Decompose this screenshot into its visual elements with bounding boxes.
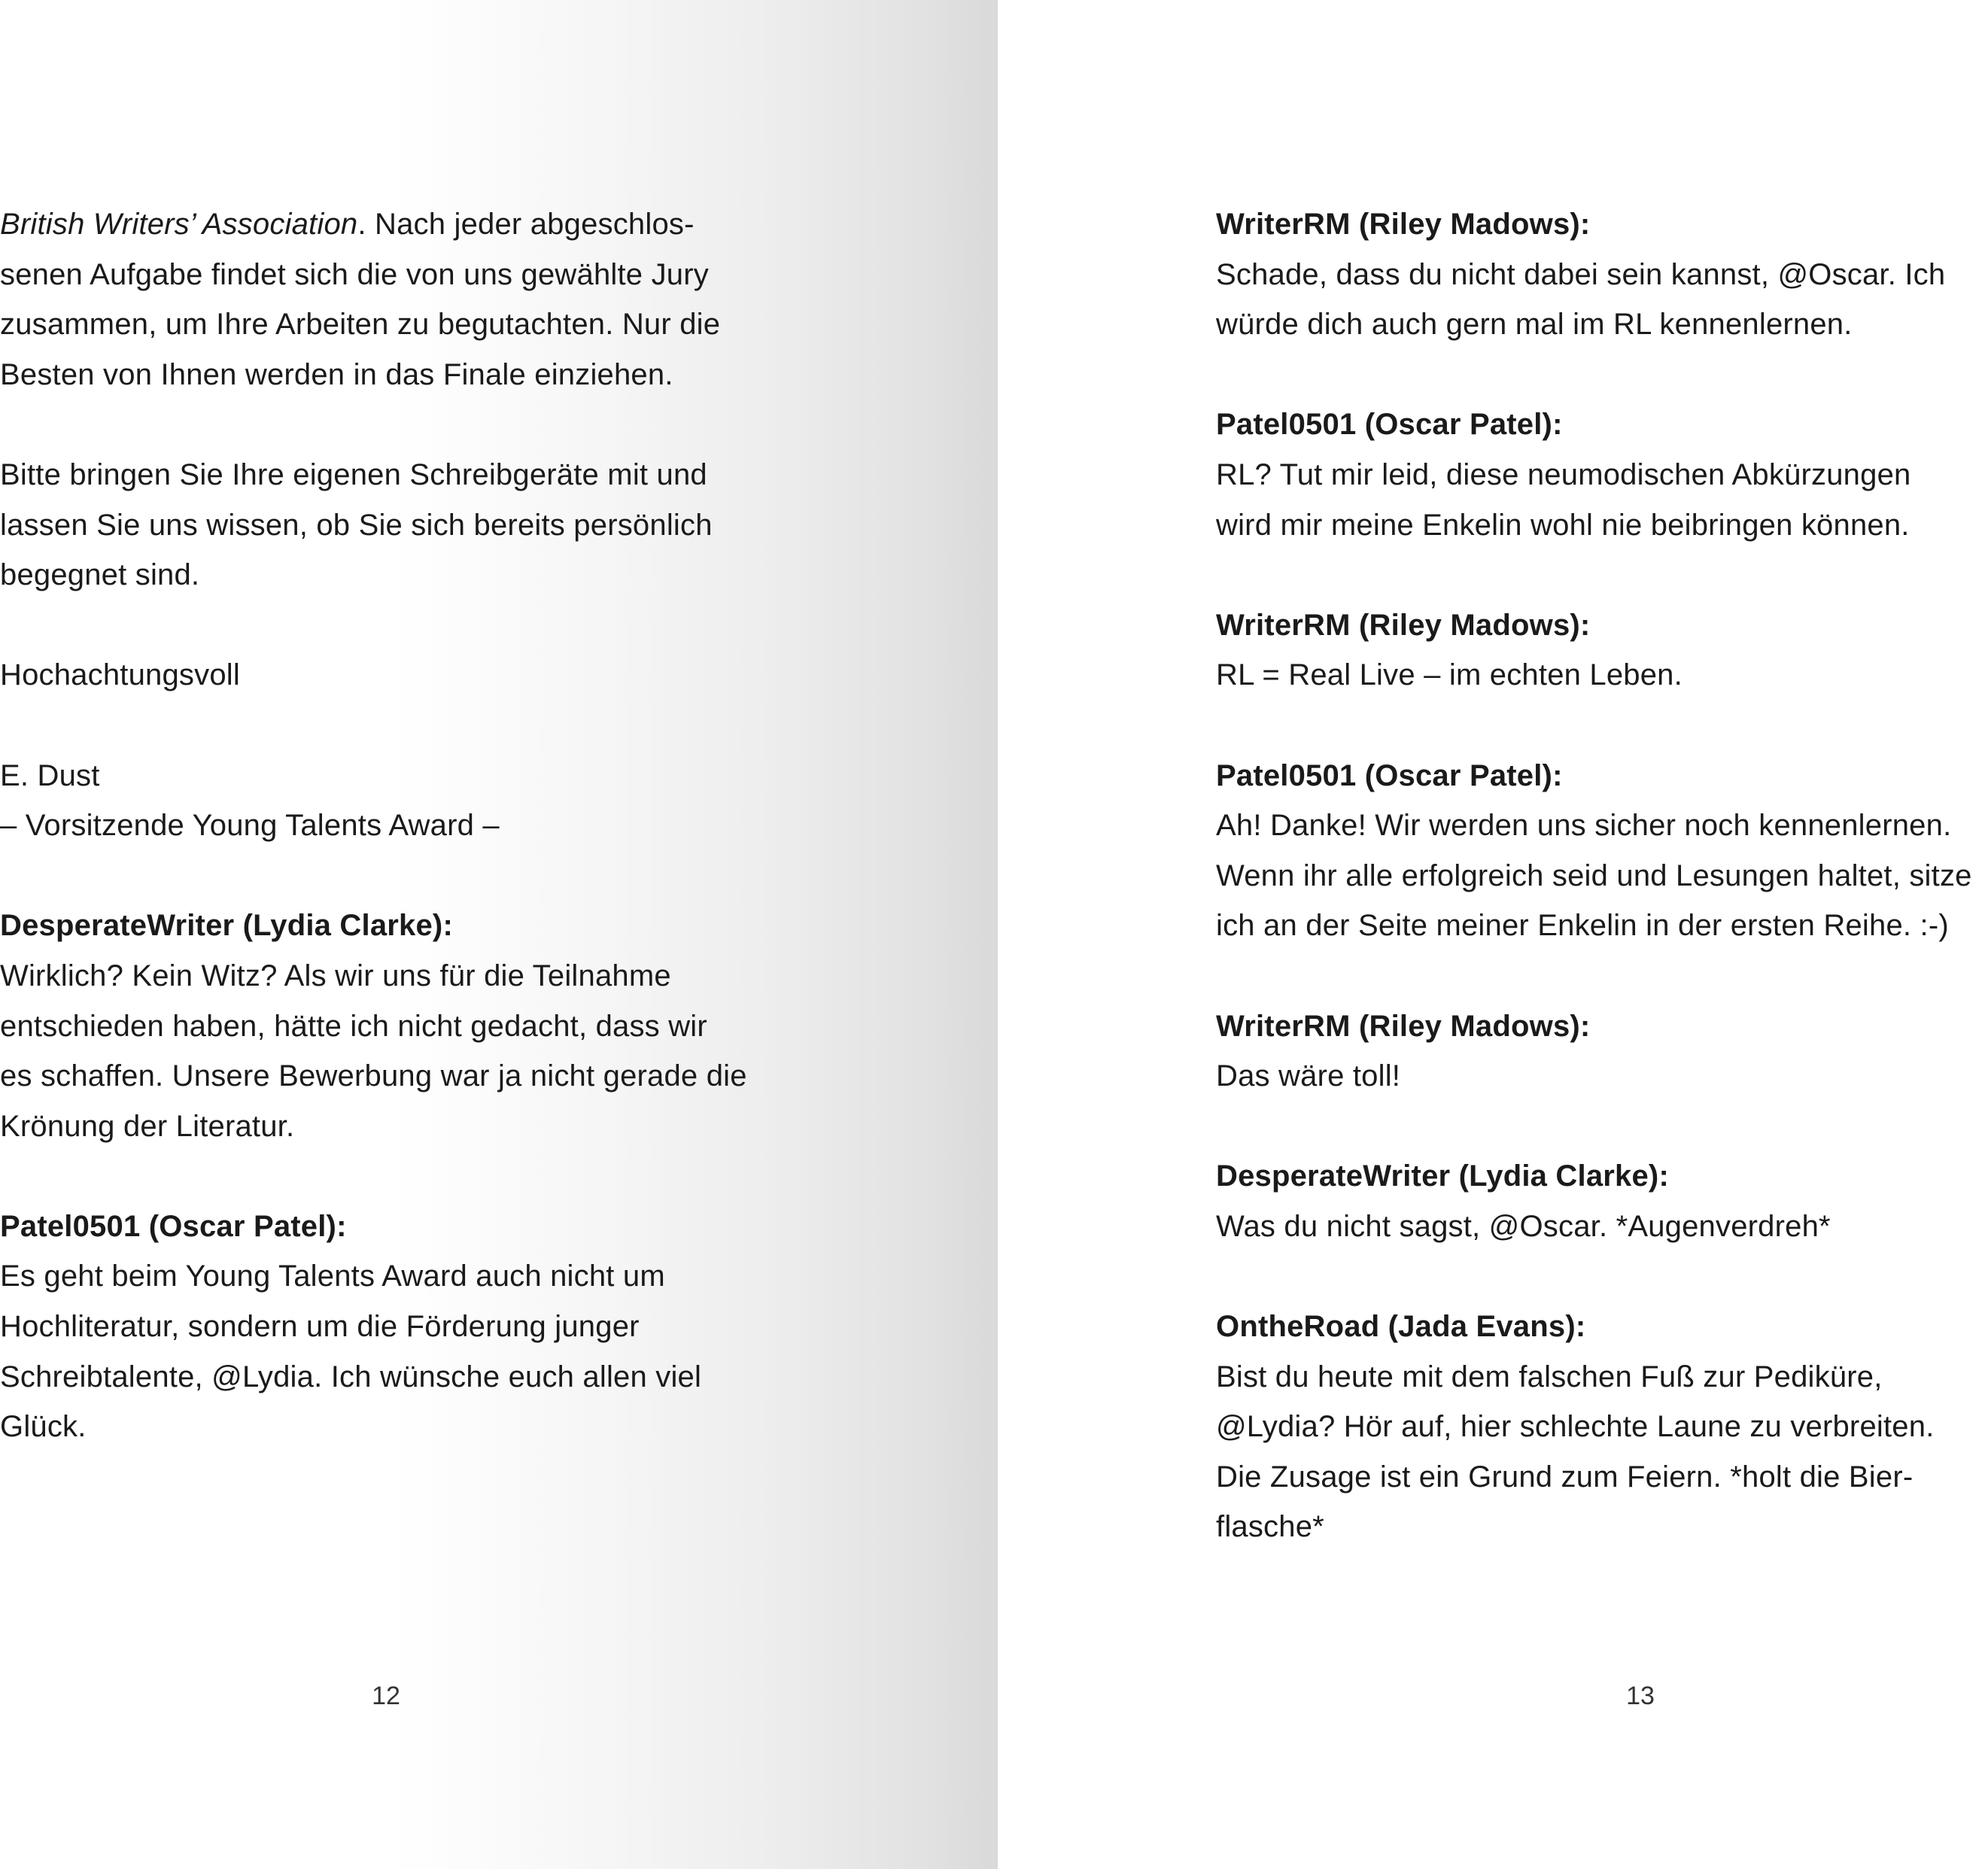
chat-message [1216,1151,1988,1251]
paragraph-gap [0,600,798,651]
paragraph-gap [0,1151,798,1202]
message-line: Schreibtalente, @Lydia. Ich wünsche euch allen viel [0,1360,702,1393]
message-line: entschieden haben, hätte ich nicht gedacht, dass wir [0,1009,707,1043]
message-speaker: WriterRM (Riley Madows): [1216,208,1591,241]
letter-paragraph-1 [0,199,798,400]
paragraph-gap [0,851,798,901]
message-speaker: OntheRoad (Jada Evans): [1216,1310,1586,1344]
page-number: 13 [1626,1682,1655,1710]
paragraph-gap [0,700,798,751]
chat-message [1216,1302,1988,1552]
paragraph-gap [0,400,798,450]
text-fragment: . Nach jeder abgeschlos- [357,208,695,241]
message-line: Das wäre toll! [1216,1059,1401,1093]
message-speaker: Patel0501 (Oscar Patel): [1216,758,1563,792]
text-line: zusammen, um Ihre Arbeiten zu begutachten. Nur die [0,308,721,342]
right-page-text [1216,199,1988,1552]
paragraph-gap [1216,350,1988,400]
message-line: @Lydia? Hör auf, hier schlechte Laune zu verbreiten. [1216,1410,1935,1444]
paragraph-gap [1216,1102,1988,1152]
message-line: Bist du heute mit dem falschen Fuß zur Pediküre, [1216,1360,1883,1393]
association-name: British Writers’ Association [0,208,358,241]
message-line: wird mir meine Enkelin wohl nie beibringen können. [1216,508,1910,542]
letter-closing: Hochachtungsvoll [0,658,240,692]
text-line: lassen Sie uns wissen, ob Sie sich bereits persönlich [0,508,713,542]
message-speaker: WriterRM (Riley Madows): [1216,608,1591,642]
chat-message [1216,1001,1988,1102]
chat-message [1216,751,1988,951]
text-line: Besten von Ihnen werden in das Finale einziehen. [0,357,673,391]
page-number: 12 [372,1682,400,1710]
message-line: Hochliteratur, sondern um die Förderung junger [0,1310,640,1344]
message-speaker: Patel0501 (Oscar Patel): [1216,408,1563,442]
message-speaker: WriterRM (Riley Madows): [1216,1009,1591,1043]
message-line: ich an der Seite meiner Enkelin in der ersten Reihe. :-) [1216,909,1949,943]
message-line: Was du nicht sagst, @Oscar. *Augenverdreh* [1216,1209,1831,1243]
message-line: RL? Tut mir leid, diese neumodischen Abkürzungen [1216,457,1911,491]
message-line: es schaffen. Unsere Bewerbung war ja nicht gerade die [0,1059,747,1093]
message-speaker: DesperateWriter (Lydia Clarke): [0,909,453,943]
chat-message [1216,199,1988,350]
text-line [0,199,798,250]
text-line: Bitte bringen Sie Ihre eigenen Schreibgeräte mit und [0,457,707,491]
signature-name: E. Dust [0,758,100,792]
chat-message [0,901,798,1151]
message-line: Schade, dass du nicht dabei sein kannst, @Oscar. Ich [1216,257,1946,291]
text-line: senen Aufgabe findet sich die von uns gewählte Jury [0,257,709,291]
paragraph-gap [1216,550,1988,600]
message-line: Die Zusage ist ein Grund zum Feiern. *holt die Bier- [1216,1460,1914,1494]
message-line: Wenn ihr alle erfolgreich seid und Lesungen haltet, sitze [1216,859,1972,892]
message-line: würde dich auch gern mal im RL kennenlernen. [1216,308,1853,342]
text-line: begegnet sind. [0,558,200,592]
chat-message [0,1202,798,1452]
message-line: Ah! Danke! Wir werden uns sicher noch kennenlernen. [1216,809,1952,843]
message-line: RL = Real Live – im echten Leben. [1216,658,1683,692]
message-line: Glück. [0,1410,87,1444]
letter-signature [0,751,798,851]
paragraph-gap [1216,951,1988,1001]
signature-title: – Vorsitzende Young Talents Award – [0,809,500,843]
chat-message [1216,600,1988,700]
paragraph-gap [1216,1251,1988,1302]
chat-message [1216,400,1988,550]
message-speaker: Patel0501 (Oscar Patel): [0,1209,347,1243]
message-speaker: DesperateWriter (Lydia Clarke): [1216,1159,1669,1193]
message-line: Wirklich? Kein Witz? Als wir uns für die Teilnahme [0,959,671,992]
paragraph-gap [1216,700,1988,751]
right-page [998,0,1988,1869]
letter-paragraph-2 [0,450,798,600]
message-line: Krönung der Literatur. [0,1109,295,1143]
message-line: Es geht beim Young Talents Award auch nicht um [0,1260,665,1293]
left-page-text [0,199,798,1452]
message-line: flasche* [1216,1510,1324,1544]
